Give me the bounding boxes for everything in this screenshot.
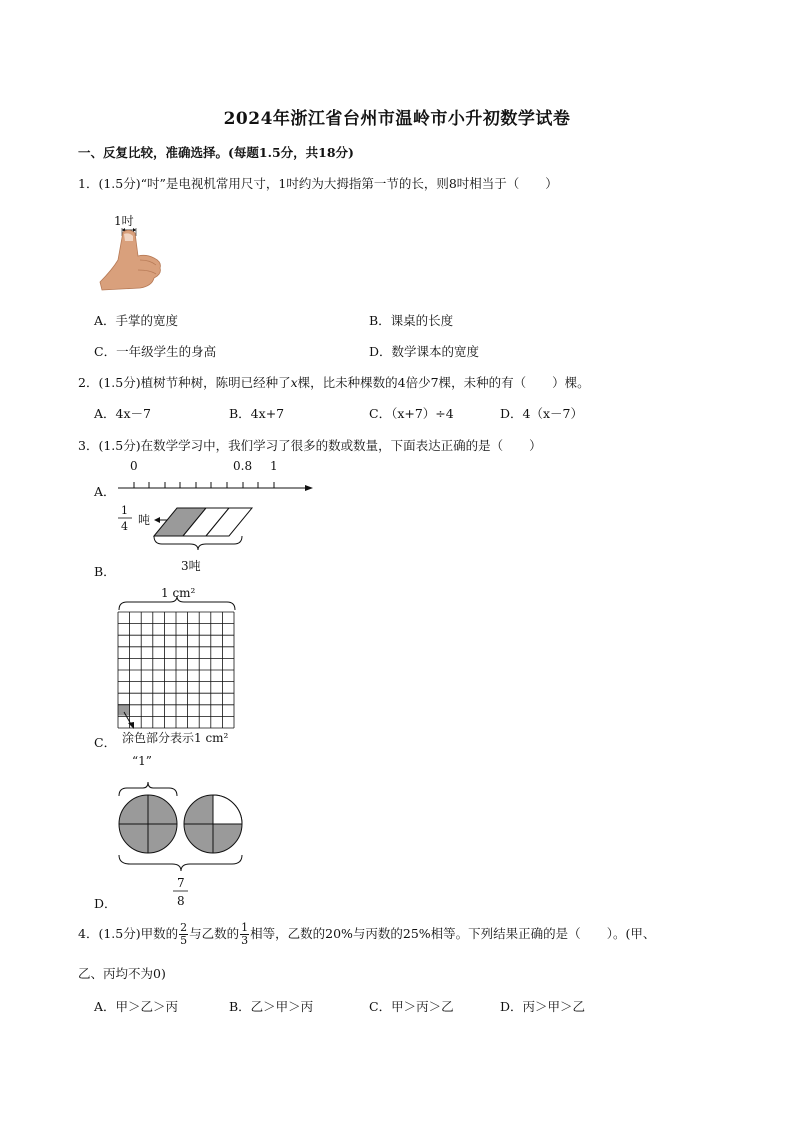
q1-option-c: C．一年级学生的身高 xyxy=(94,344,217,359)
fraction-1-3: $\frac{1}{3}$ xyxy=(241,921,249,947)
section-heading: 一、反复比较，准确选择。(每题1.5分，共18分) xyxy=(78,145,354,160)
q3-option-b-label: B． xyxy=(94,564,116,579)
c-note: 涂色部分表示1 cm² xyxy=(122,731,229,745)
q2-option-d: D．4（x－7） xyxy=(500,406,583,421)
q4-option-d: D．丙＞甲＞乙 xyxy=(500,999,586,1014)
c-top-label: 1 cm² xyxy=(161,586,196,600)
question-4-stem-line2: 乙、丙均不为0) xyxy=(78,966,166,981)
grid-figure xyxy=(110,582,270,747)
parallelogram-figure xyxy=(110,500,270,578)
d-unit-label: “1” xyxy=(132,754,152,768)
b-fraction-num: 1 xyxy=(121,504,128,517)
question-2-stem: 2．(1.5分)植树节种树，陈明已经种了x棵，比未种棵数的4倍少7棵，未种的有（ ）棵。 xyxy=(78,375,590,390)
q4-option-c: C．甲＞丙＞乙 xyxy=(369,999,454,1014)
b-fraction-den: 4 xyxy=(121,520,128,533)
tick-label-0-8: 0.8 xyxy=(233,459,253,473)
grid-cells xyxy=(118,612,234,728)
number-line-figure xyxy=(110,456,320,496)
q3-option-c-label: C． xyxy=(94,735,117,750)
q4-option-a: A．甲＞乙＞丙 xyxy=(94,999,179,1014)
q3-option-d-label: D． xyxy=(94,896,117,911)
q2-option-c: C．（x+7）÷4 xyxy=(369,406,454,421)
page-title: 2024年浙江省台州市温岭市小升初数学试卷 xyxy=(223,109,571,129)
q4-option-b: B．乙＞甲＞丙 xyxy=(229,999,314,1014)
thumb-inch-label: 1吋 xyxy=(114,214,134,228)
q1-option-d: D．数学课本的宽度 xyxy=(369,344,480,359)
q1-option-b: B．课桌的长度 xyxy=(369,313,454,328)
q1-option-a: A．手掌的宽度 xyxy=(94,313,179,328)
question-4-stem: 4．(1.5分)甲数的 $\frac{2}{5}$ 与乙数的 $\frac{1}{3}$ 相等，乙数的20%与丙数的25%相等。下列结果正确的是（ ）。(甲、 xyxy=(78,921,656,947)
fraction-2-5: $\frac{2}{5}$ xyxy=(180,921,188,947)
q2-option-a: A．4x－7 xyxy=(94,406,151,421)
q2-option-b: B．4x+7 xyxy=(229,406,285,421)
d-fraction-num: 7 xyxy=(177,876,185,890)
b-total: 3吨 xyxy=(181,559,201,573)
question-1-stem: 1．(1.5分)“吋”是电视机常用尺寸，1吋约为大拇指第一节的长，则8吋相当于（ ） xyxy=(78,176,558,191)
d-fraction-den: 8 xyxy=(177,894,185,908)
tick-label-0: 0 xyxy=(130,459,138,473)
q3-option-a-label: A． xyxy=(94,484,116,499)
question-3-stem: 3．(1.5分)在数学学习中，我们学习了很多的数或数量，下面表达正确的是（ ） xyxy=(78,438,542,453)
tick-label-1: 1 xyxy=(270,459,278,473)
thumb-figure xyxy=(94,208,174,292)
b-unit: 吨 xyxy=(138,513,151,527)
circles-figure xyxy=(110,751,260,909)
